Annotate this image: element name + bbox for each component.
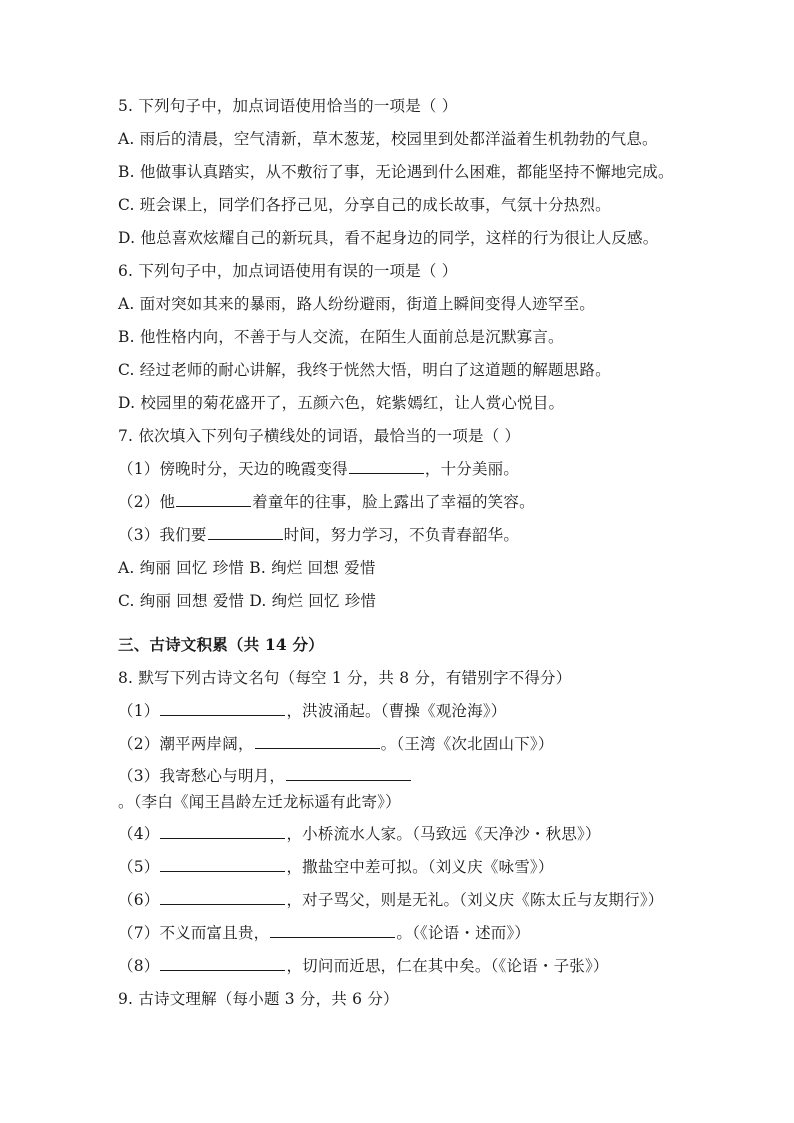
fill-blank (208, 525, 283, 540)
q6-stem: 6. 下列句子中，加点词语使用有误的一项是（ ） (118, 262, 458, 280)
q8-item-4-suffix: ，小桥流水人家。（马致远《天净沙・秋思》） (286, 825, 601, 843)
q5-stem: 5. 下列句子中，加点词语使用恰当的一项是（ ） (118, 97, 458, 115)
fill-blank (349, 459, 424, 474)
fill-blank (286, 766, 411, 781)
fill-blank (160, 890, 285, 905)
q6-option-a: A. 面对突如其来的暴雨，路人纷纷避雨，街道上瞬间变得人迹罕至。 (118, 295, 595, 313)
q7-sentence-3 (118, 524, 519, 546)
q8-item-6-prefix: （6） (118, 891, 160, 909)
q7-s2-prefix: （2）他 (118, 493, 176, 511)
q7-stem: 7. 依次填入下列句子横线处的词语，最恰当的一项是（ ） (118, 427, 521, 445)
q8-item-2-prefix: （2）潮平两岸阔， (118, 735, 254, 753)
q8-item-5 (118, 856, 554, 878)
q6-option-d: D. 校园里的菊花盛开了，五颜六色，姹紫嫣红，让人赏心悦目。 (118, 394, 565, 412)
q8-item-3 (118, 763, 688, 815)
q7-options-cd: C. 绚丽 回想 爱惜 D. 绚烂 回忆 珍惜 (118, 592, 377, 610)
fill-blank (160, 956, 285, 971)
q5-option-a: A. 雨后的清晨，空气清新，草木葱茏，校园里到处都洋溢着生机勃勃的气息。 (118, 130, 658, 148)
q8-item-2-suffix: 。（王湾《次北固山下》） (380, 735, 554, 753)
q8-item-6 (118, 889, 663, 911)
q8-item-2 (118, 733, 554, 755)
fill-blank (160, 857, 285, 872)
q5-option-d: D. 他总喜欢炫耀自己的新玩具，看不起身边的同学，这样的行为很让人反感。 (118, 229, 659, 247)
fill-blank (160, 824, 285, 839)
q8-item-4 (118, 823, 601, 845)
q8-item-3-prefix: （3）我寄愁心与明月， (118, 767, 286, 785)
q8-item-1-prefix: （1） (118, 702, 160, 720)
q7-s2-suffix: 着童年的往事，脸上露出了幸福的笑容。 (252, 493, 535, 511)
q9-stem: 9. 古诗文理解（每小题 3 分，共 6 分） (118, 990, 399, 1008)
q8-item-1-suffix: ，洪波涌起。（曹操《观沧海》） (286, 702, 507, 720)
q7-sentence-2 (118, 491, 535, 513)
fill-blank (255, 734, 380, 749)
q6-option-b: B. 他性格内向，不善于与人交流，在陌生人面前总是沉默寡言。 (118, 328, 564, 346)
q7-s1-prefix: （1）傍晚时分，天边的晚霞变得 (118, 460, 348, 478)
q7-options-ab: A. 绚丽 回忆 珍惜 B. 绚烂 回想 爱惜 (118, 559, 376, 577)
q7-sentence-1 (118, 458, 519, 480)
fill-blank (270, 923, 395, 938)
q8-stem: 8. 默写下列古诗文名句（每空 1 分，共 8 分，有错别字不得分） (118, 669, 572, 687)
fill-blank (160, 701, 285, 716)
q8-item-8-suffix: ，切问而近思，仁在其中矣。（《论语・子张》） (286, 957, 609, 975)
q7-s3-suffix: 时间，努力学习，不负青春韶华。 (283, 526, 520, 544)
q8-item-7 (118, 922, 530, 944)
q7-s1-suffix: ，十分美丽。 (424, 460, 520, 478)
q8-item-6-suffix: ，对子骂父，则是无礼。（刘义庆《陈太丘与友期行》） (286, 891, 664, 909)
q8-item-4-prefix: （4） (118, 825, 160, 843)
q8-item-7-prefix: （7）不义而富且贵， (118, 924, 270, 942)
q8-item-5-prefix: （5） (118, 858, 160, 876)
q8-item-1 (118, 700, 506, 722)
q6-option-c: C. 经过老师的耐心讲解，我终于恍然大悟，明白了这道题的解题思路。 (118, 361, 611, 379)
q8-item-7-suffix: 。（《论语・述而》） (396, 924, 531, 942)
q5-option-b: B. 他做事认真踏实，从不敷衍了事，无论遇到什么困难，都能坚持不懈地完成。 (118, 163, 674, 181)
section-3-title: 三、古诗文积累（共 14 分） (118, 635, 324, 654)
q8-item-3-suffix: 。（李白《闻王昌龄左迁龙标遥有此寄》） (118, 793, 401, 811)
q8-item-8-prefix: （8） (118, 957, 160, 975)
q8-item-8 (118, 955, 609, 977)
q7-s3-prefix: （3）我们要 (118, 526, 207, 544)
fill-blank (176, 492, 251, 507)
q8-item-5-suffix: ，撒盐空中差可拟。（刘义庆《咏雪》） (286, 858, 554, 876)
q5-option-c: C. 班会课上，同学们各抒己见，分享自己的成长故事，气氛十分热烈。 (118, 196, 611, 214)
